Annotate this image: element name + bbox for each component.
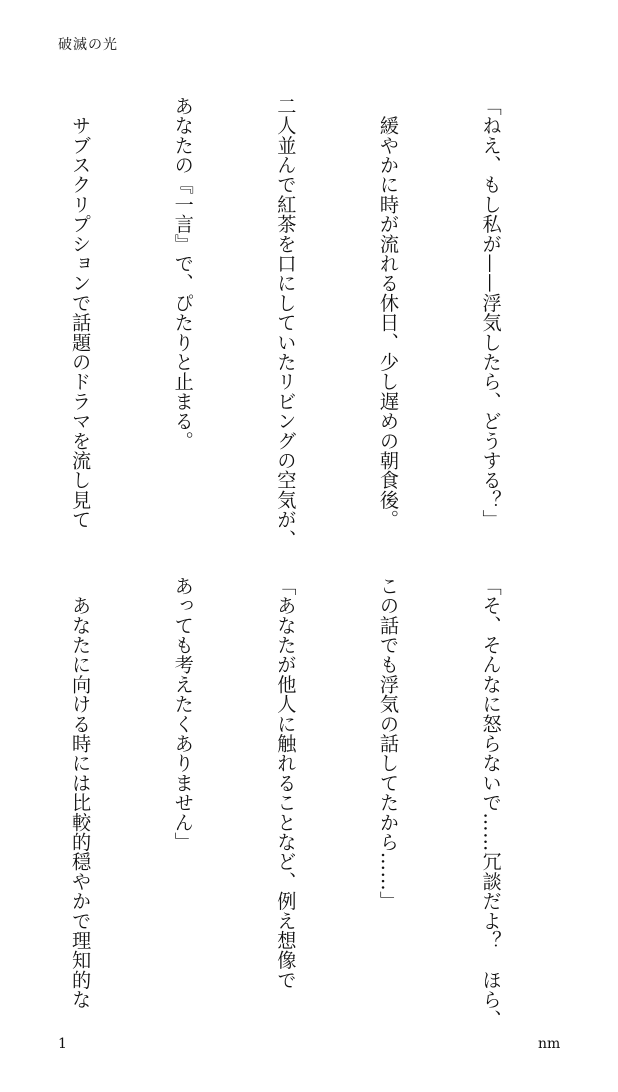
- text-column: サブスクリプションで話題のドラマを流し見て: [69, 96, 93, 530]
- text-column: あなたの『一言』で、ぴたりと止まる。: [171, 96, 195, 451]
- text-column: 「そ、そんなに怒らないで……冗談だよ？ ほら、: [479, 576, 503, 1030]
- text-column: この話でも浮気の話してたから……」: [376, 576, 400, 911]
- text-column: 「ねえ、もし私が——浮気したら、どうする？」: [479, 96, 503, 530]
- text-column: 二人並んで紅茶を口にしていたリビングの空気が、: [274, 96, 298, 550]
- text-column: 緩やかに時が流れる休日、少し遅めの朝食後。: [376, 96, 400, 530]
- text-block-top: [0, 96, 576, 550]
- text-block-bottom: [0, 576, 576, 1030]
- author-mark: nm: [538, 1036, 561, 1052]
- text-column: あなたに向ける時には比較的穏やかで理知的な: [69, 576, 93, 1010]
- running-title: 破滅の光: [58, 37, 118, 53]
- text-column: 「あなたが他人に触れることなど、例え想像で: [274, 576, 298, 990]
- page-number: 1: [58, 1036, 67, 1052]
- text-column: あっても考えたくありません」: [171, 576, 195, 852]
